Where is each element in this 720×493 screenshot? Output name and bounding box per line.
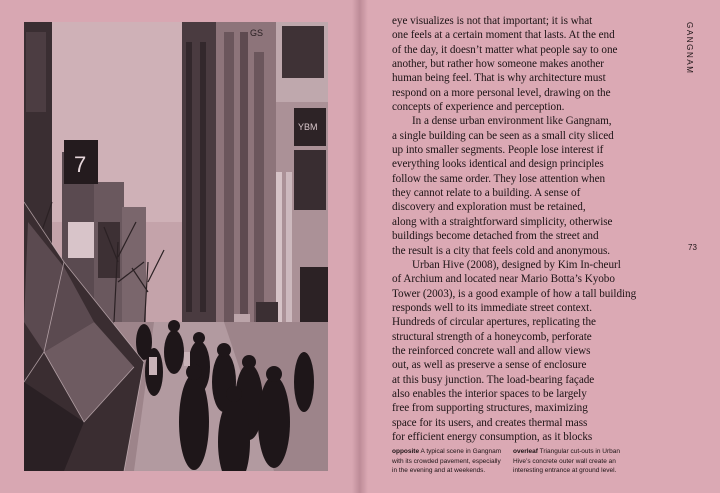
caption-label: opposite — [392, 448, 420, 455]
text-line: of Archium and located near Mario Botta’s Kyobo — [392, 273, 615, 286]
text-line: concepts of experience and perception. — [392, 101, 565, 114]
text-line: eye visualizes is not that important; it is what — [392, 15, 593, 27]
photo-sign-seven: 7 — [74, 152, 87, 177]
photo-sign-ybm: YBM — [298, 122, 318, 132]
text-line: Tower (2003), is a good example of how a tall building — [392, 287, 637, 300]
text-line: responds well to its immediate street context. — [392, 301, 592, 314]
text-line: a single building can be seen as a small city sliced — [392, 129, 614, 142]
text-line: of the day, it doesn’t matter what people say to one — [392, 43, 618, 56]
street-photo — [24, 22, 328, 471]
paragraph-2 — [392, 114, 644, 257]
text-line: follow the same order. They lose attention when — [392, 172, 606, 185]
text-line: In a dense urban environment like Gangnam, — [412, 115, 612, 128]
text-line: the reinforced concrete wall and allow views — [392, 344, 591, 357]
text-line: at this busy junction. The load-bearing façade — [392, 373, 595, 386]
body-text — [392, 14, 644, 444]
photo-sign-gs: GS — [250, 28, 264, 38]
caption-text: A typical scene in Gangnam — [420, 448, 502, 455]
paragraph-1 — [392, 14, 644, 114]
text-line: up into smaller segments. People lose interest if — [392, 144, 604, 157]
caption-text: with its crowded pavement, especially — [392, 457, 501, 465]
caption-label: overleaf — [513, 448, 538, 455]
text-line: structural strength of a honeycomb, perforate — [392, 330, 592, 343]
text-line: along with a straightforward simplicity, otherwise — [392, 215, 613, 228]
text-line: free from supporting structures, maximizing — [392, 402, 588, 415]
text-line: everything looks identical and design principles — [392, 158, 604, 171]
running-head: GANGNAM — [685, 22, 694, 75]
caption-text: in the evening and at weekends. — [392, 467, 486, 475]
caption-text: Triangular cut-outs in Urban — [539, 448, 620, 455]
text-line: Hundreds of circular apertures, replicating the — [392, 316, 596, 329]
text-line: space for its users, and creates thermal mass — [392, 416, 588, 429]
text-line: for efficient energy consumption, as it blocks — [392, 430, 593, 443]
text-line: another, but rather how someone makes another — [392, 58, 604, 71]
text-line: the result is a city that feels cold and anonymous. — [392, 244, 611, 257]
text-line: out, as well as preserve a sense of enclosure — [392, 359, 587, 372]
text-line: Urban Hive (2008), designed by Kim In-cheurl — [412, 258, 621, 271]
paragraph-3 — [392, 258, 644, 444]
caption-text: interesting entrance at ground level. — [513, 467, 617, 475]
text-line: buildings become detached from the street and — [392, 230, 599, 243]
text-line: they cannot relate to a building. A sense of — [392, 187, 581, 200]
caption-text: Hive’s concrete outer wall create an — [513, 457, 616, 465]
spine-gutter — [352, 0, 368, 493]
caption-opposite — [392, 447, 510, 476]
text-line: human being feel. That is why architecture must — [392, 72, 606, 85]
text-line: one feels at a certain moment that lasts. At the end — [392, 29, 615, 42]
caption-overleaf — [513, 447, 631, 476]
text-line: discovery and exploration must be retained, — [392, 201, 586, 214]
text-line: also enables the interior spaces to be largely — [392, 387, 587, 400]
text-line: respond on a more personal level, drawing on the — [392, 86, 611, 99]
page-number: 73 — [688, 243, 697, 252]
